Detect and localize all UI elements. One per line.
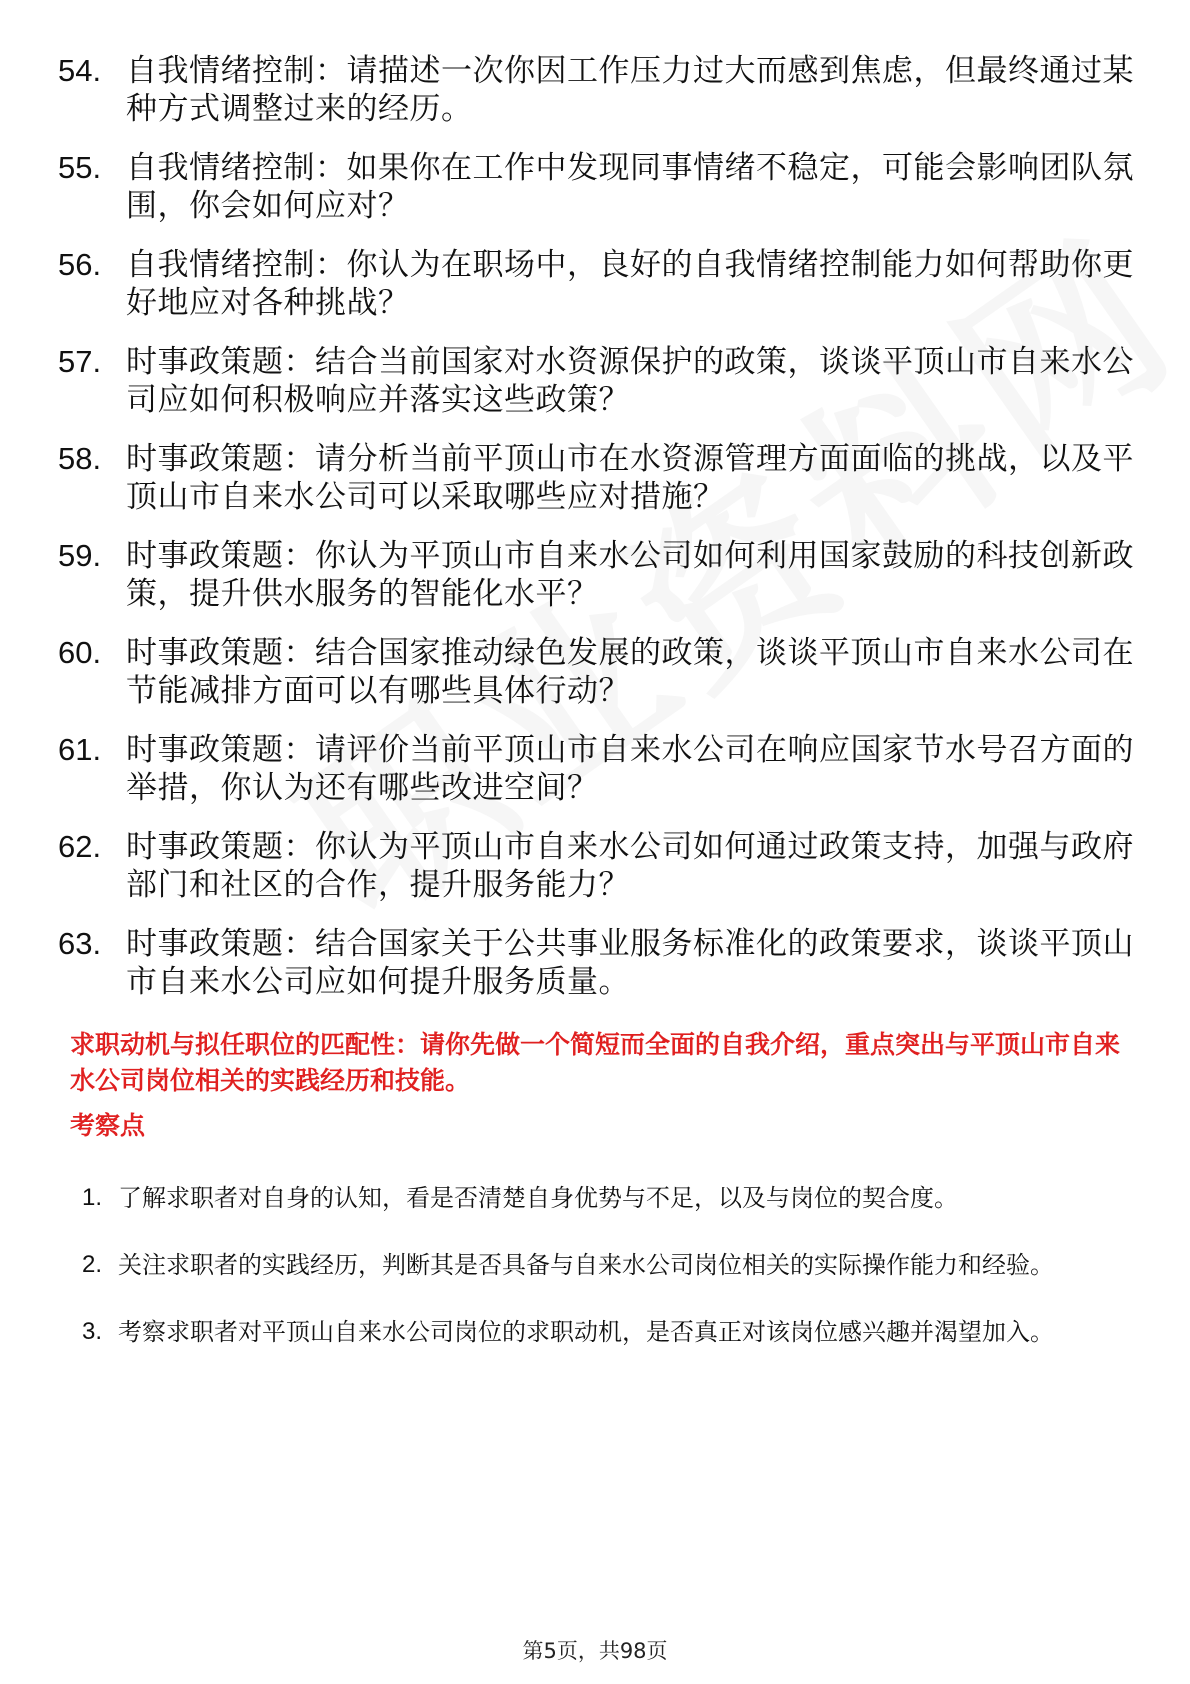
question-text: 时事政策题：结合国家推动绿色发展的政策，谈谈平顶山市自来水公司在节能减排方面可以有哪些具体行动？ [126, 635, 1134, 709]
list-item [58, 246, 1138, 322]
question-text: 时事政策题：结合国家关于公共事业服务标准化的政策要求，谈谈平顶山市自来水公司应如何提升服务质量。 [126, 926, 1134, 1000]
list-item [58, 537, 1138, 613]
list-item [82, 1237, 1132, 1293]
question-text: 自我情绪控制：请描述一次你因工作压力过大而感到焦虑，但最终通过某种方式调整过来的经历。 [126, 53, 1134, 127]
question-text: 自我情绪控制：你认为在职场中，良好的自我情绪控制能力如何帮助你更好地应对各种挑战？ [126, 247, 1134, 321]
point-number: 1. [82, 1184, 103, 1211]
question-text: 时事政策题：结合当前国家对水资源保护的政策，谈谈平顶山市自来水公司应如何积极响应并落实这些政策？ [126, 344, 1134, 418]
question-list [58, 52, 1138, 1022]
list-item [58, 828, 1138, 904]
list-item [58, 149, 1138, 225]
question-text: 时事政策题：请评价当前平顶山市自来水公司在响应国家节水号召方面的举措，你认为还有哪些改进空间？ [126, 732, 1134, 806]
question-text: 时事政策题：你认为平顶山市自来水公司如何通过政策支持，加强与政府部门和社区的合作，提升服务能力？ [126, 829, 1134, 903]
list-item [58, 731, 1138, 807]
section-title: 考察点 [70, 1111, 146, 1140]
question-number: 57. [58, 344, 102, 379]
question-number: 55. [58, 150, 102, 185]
question-number: 59. [58, 538, 102, 573]
question-text: 时事政策题：请分析当前平顶山市在水资源管理方面面临的挑战，以及平顶山市自来水公司可以采取哪些应对措施？ [126, 441, 1134, 515]
page-footer: 第5页，共98页 [522, 1639, 668, 1663]
question-number: 58. [58, 441, 102, 476]
point-number: 3. [82, 1318, 103, 1345]
points-list [82, 1170, 1132, 1371]
question-number: 54. [58, 53, 102, 88]
point-text: 了解求职者对自身的认知，看是否清楚自身优势与不足，以及与岗位的契合度。 [118, 1184, 958, 1212]
list-item [58, 440, 1138, 516]
point-number: 2. [82, 1251, 103, 1278]
list-item [58, 925, 1138, 1001]
list-item [82, 1304, 1132, 1360]
list-item [82, 1170, 1132, 1226]
list-item [58, 634, 1138, 710]
list-item [58, 52, 1138, 128]
question-number: 60. [58, 635, 102, 670]
list-item [58, 343, 1138, 419]
question-number: 61. [58, 732, 102, 767]
question-text: 时事政策题：你认为平顶山市自来水公司如何利用国家鼓励的科技创新政策，提升供水服务的智能化水平？ [126, 538, 1134, 612]
point-text: 考察求职者对平顶山自来水公司岗位的求职动机，是否真正对该岗位感兴趣并渴望加入。 [118, 1318, 1054, 1346]
question-number: 56. [58, 247, 102, 282]
point-text: 关注求职者的实践经历，判断其是否具备与自来水公司岗位相关的实际操作能力和经验。 [118, 1251, 1054, 1279]
question-number: 62. [58, 829, 102, 864]
question-text: 自我情绪控制：如果你在工作中发现同事情绪不稳定，可能会影响团队氛围，你会如何应对？ [126, 150, 1134, 224]
question-number: 63. [58, 926, 102, 961]
highlight-question: 求职动机与拟任职位的匹配性：请你先做一个简短而全面的自我介绍，重点突出与平顶山市自来水公司岗位相关的实践经历和技能。 [70, 1030, 1121, 1095]
